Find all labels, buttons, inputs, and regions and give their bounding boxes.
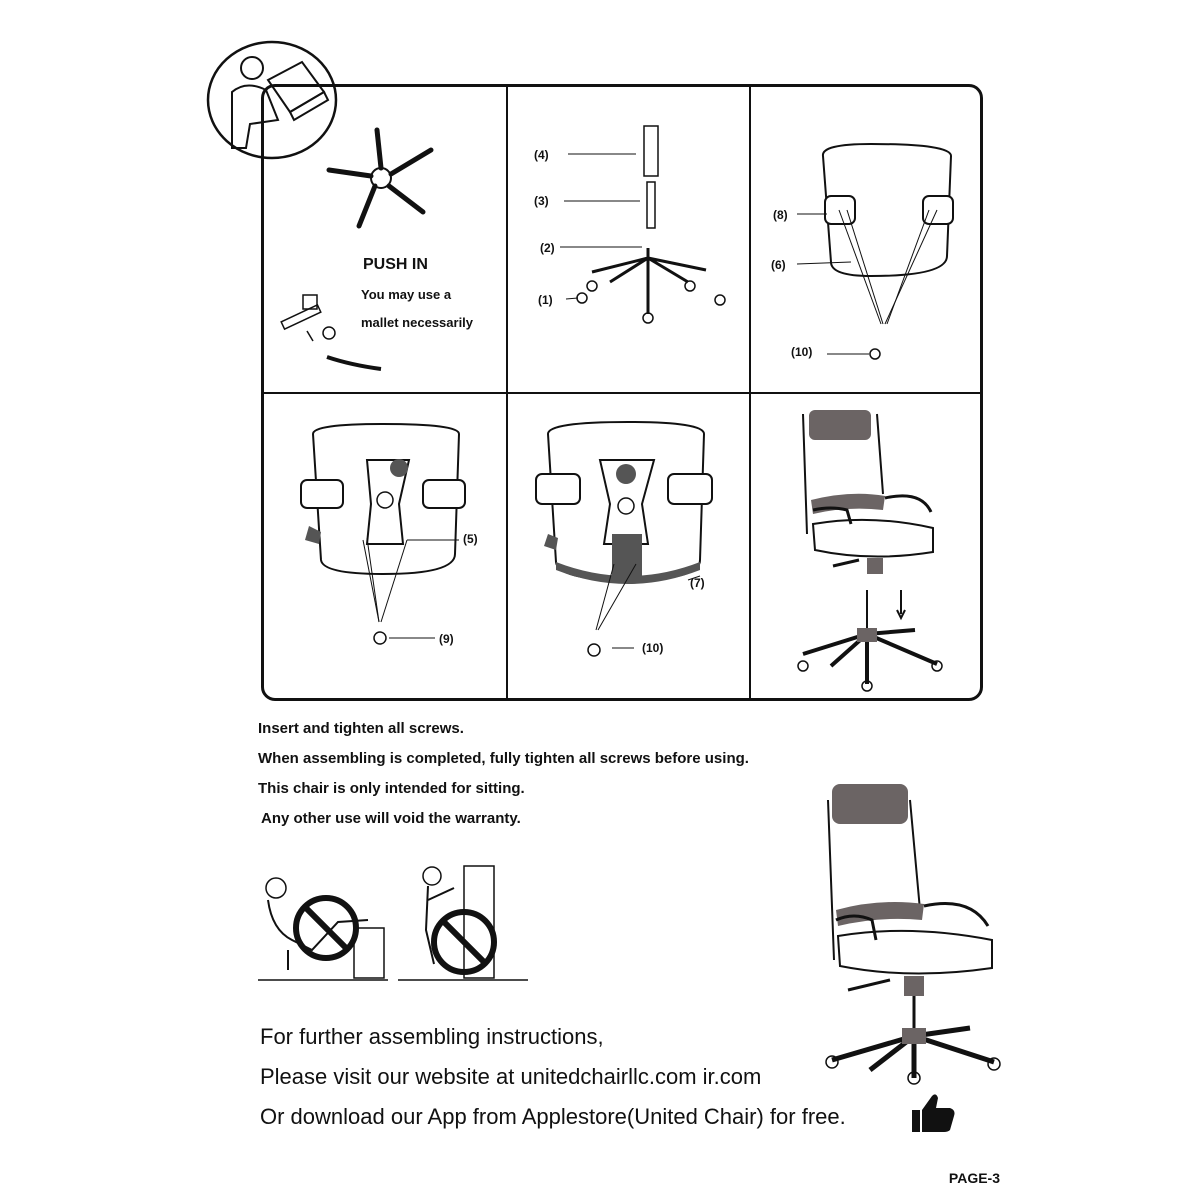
gas-lift-base-illustration — [508, 86, 749, 392]
panel-seat-bracket — [508, 394, 749, 699]
panel-mechanism — [263, 394, 506, 699]
part-label-3: (3) — [534, 194, 549, 208]
prohibited-standing-icon — [398, 860, 528, 985]
footer-line-1: For further assembling instructions, — [260, 1024, 604, 1049]
push-in-line1: You may use a — [361, 287, 452, 302]
part-label-10: (10) — [791, 345, 813, 359]
prohibited-feet-on-desk-icon — [258, 870, 388, 985]
assembled-chair-illustration — [751, 394, 981, 699]
footer-line-app: Or download our App from Applestore(United Chair) for free. — [260, 1104, 846, 1129]
part-label-4: (4) — [534, 148, 549, 162]
part-label-6: (6) — [771, 258, 786, 272]
push-in-line2: mallet necessarily — [361, 315, 474, 330]
part-label-8: (8) — [773, 208, 788, 222]
thumbs-up-icon — [910, 1092, 956, 1134]
panel-base-parts — [508, 86, 749, 392]
panel-final-assembly — [751, 394, 981, 699]
part-label-7: (7) — [690, 576, 705, 590]
page-number: PAGE-3 — [948, 1170, 1000, 1186]
part-label-5: (5) — [463, 532, 478, 546]
office-chair-illustration — [820, 780, 1000, 1085]
note-sitting-only: This chair is only intended for sitting. — [258, 780, 525, 797]
part-label-9: (9) — [439, 632, 454, 646]
mechanism-illustration — [263, 394, 506, 699]
note-warranty: Any other use will void the warranty. — [261, 810, 521, 827]
part-label-10-b: (10) — [642, 641, 664, 655]
chair-base-illustration — [323, 126, 443, 236]
footer-line-website: Please visit our website at unitedchairllc.com ir.com — [260, 1064, 762, 1089]
mallet-icon — [271, 291, 381, 381]
panel-push-in — [263, 86, 506, 392]
seat-bracket-illustration — [508, 394, 749, 699]
panel-armrest-attach — [751, 86, 981, 392]
push-in-title: PUSH IN — [363, 256, 428, 273]
backrest-arms-illustration — [751, 86, 981, 392]
note-insert-screws: Insert and tighten all screws. — [258, 720, 464, 737]
part-label-1: (1) — [538, 293, 553, 307]
note-tighten-screws: When assembling is completed, fully tighten all screws before using. — [258, 750, 749, 767]
part-label-2: (2) — [540, 241, 555, 255]
